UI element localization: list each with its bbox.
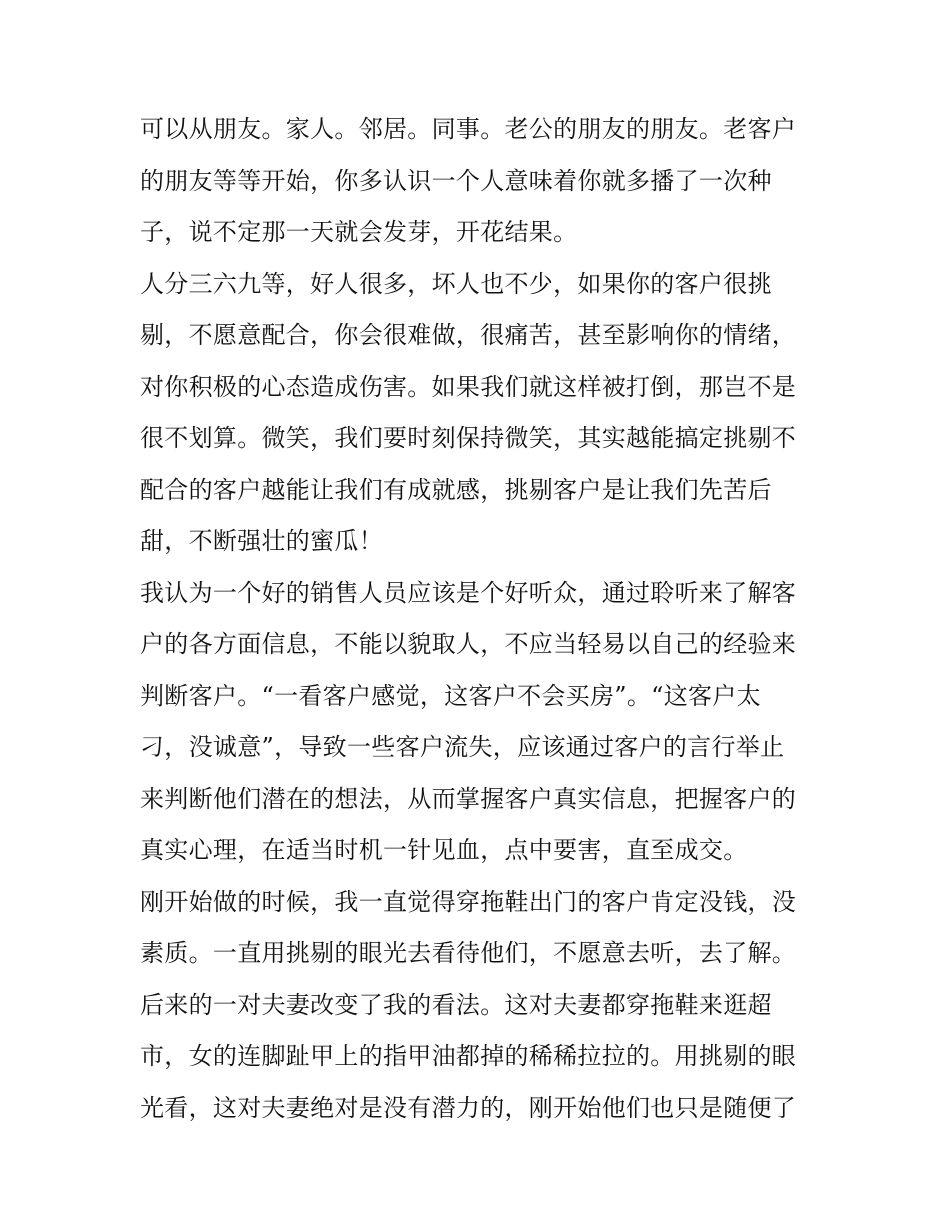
text-line: 刚开始做的时候，我一直觉得穿拖鞋出门的客户肯定没钱，没 <box>140 887 797 916</box>
text-line: 配合的客户越能让我们有成就感，挑剔客户是让我们先苦后 <box>140 475 772 504</box>
text-line: 刁，没诚意”，导致一些客户流失，应该通过客户的言行举止 <box>140 733 785 761</box>
text-line: 市，女的连脚趾甲上的指甲油都掉的稀稀拉拉的。用挑剔的眼 <box>140 1042 797 1070</box>
text-line: 人分三六九等，好人很多，坏人也不少，如果你的客户很挑 <box>140 269 772 298</box>
text-line: 素质。一直用挑剔的眼光去看待他们，不愿意去听，去了解。 <box>140 939 797 967</box>
text-line: 子，说不定那一天就会发芽，开花结果。 <box>140 218 578 246</box>
text-line: 很不划算。微笑，我们要时刻保持微笑，其实越能搞定挑剔不 <box>140 424 797 452</box>
text-line: 的朋友等等开始，你多认识一个人意味着你就多播了一次种 <box>140 166 772 195</box>
text-line: 剔，不愿意配合，你会很难做，很痛苦，甚至影响你的情绪， <box>140 321 797 349</box>
text-line: 户的各方面信息，不能以貌取人，不应当轻易以自己的经验来 <box>140 630 797 658</box>
text-line: 光看，这对夫妻绝对是没有潜力的，刚开始他们也只是随便了 <box>140 1093 797 1122</box>
body-text <box>140 104 815 1134</box>
text-line: 甜，不断强壮的蜜瓜！ <box>140 527 383 555</box>
text-line: 可以从朋友。家人。邻居。同事。老公的朋友的朋友。老客户 <box>140 115 797 143</box>
text-line: 来判断他们潜在的想法，从而掌握客户真实信息，把握客户的 <box>140 784 797 813</box>
text-line: 后来的一对夫妻改变了我的看法。这对夫妻都穿拖鞋来逛超 <box>140 990 772 1019</box>
text-line: 判断客户。“一看客户感觉，这客户不会买房”。“这客户太 <box>140 681 761 710</box>
text-line: 我认为一个好的销售人员应该是个好听众，通过聆听来了解客 <box>140 578 797 607</box>
text-line: 对你积极的心态造成伤害。如果我们就这样被打倒，那岂不是 <box>140 372 797 401</box>
text-line: 真实心理，在适当时机一针见血，点中要害，直至成交。 <box>140 836 748 864</box>
